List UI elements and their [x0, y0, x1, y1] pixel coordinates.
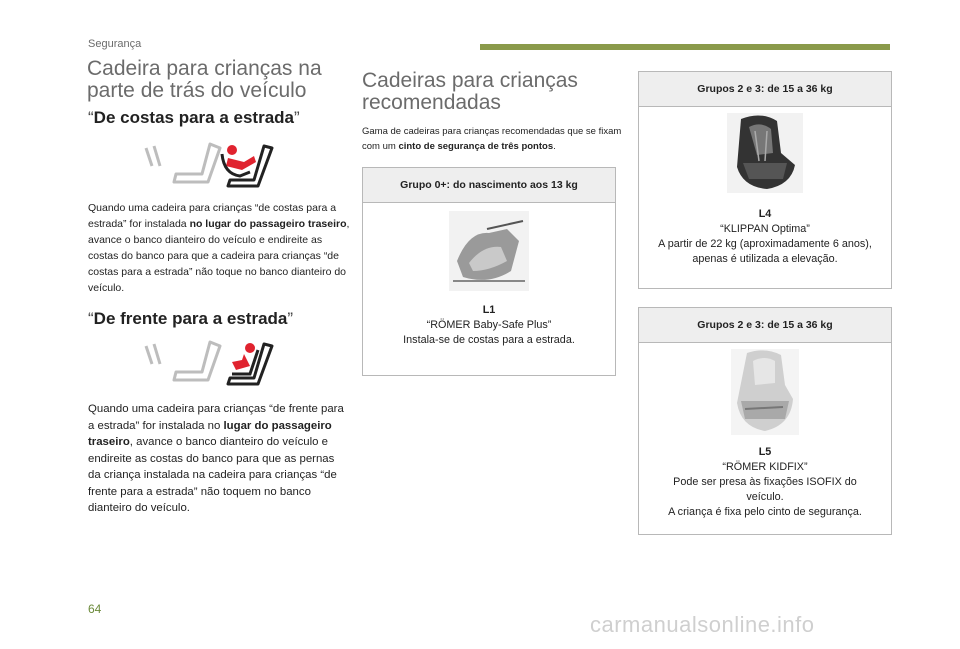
paragraph-text: , avance o banco dianteiro do veículo e endireite as costas do banco para que a cadeira para crianças “de costas para a estrada” não toque no banco dianteiro do veículo.	[88, 218, 350, 294]
seat-note: apenas é utilizada a elevação.	[692, 253, 838, 265]
page-title: Cadeira para crianças na parte de trás do veículo	[87, 57, 322, 102]
card-group-header: Grupo 0+: do nascimento aos 13 kg	[363, 168, 615, 203]
section-accent-bar	[480, 44, 890, 50]
rear-facing-child-seat-icon	[138, 140, 278, 188]
forward-facing-heading-text: De frente para a estrada	[93, 309, 288, 328]
open-quote: “	[88, 108, 94, 127]
seat-name: “KLIPPAN Optima”	[720, 223, 810, 235]
recommended-seats-intro	[362, 124, 622, 154]
seat-name: “RÖMER Baby-Safe Plus”	[426, 319, 552, 331]
paragraph-emphasis: lugar do passageiro traseiro	[88, 419, 332, 448]
intro-emphasis: cinto de segurança de três pontos	[398, 141, 554, 152]
card-group-header: Grupos 2 e 3: de 15 a 36 kg	[639, 72, 891, 107]
seat-note: veículo.	[746, 491, 784, 503]
paragraph-text: Quando uma cadeira para crianças “de frente para a estrada” for instalada no	[88, 403, 344, 432]
seat-note: A partir de 22 kg (aproximadamente 6 anos),	[658, 238, 872, 250]
seat-note: A criança é fixa pelo cinto de segurança.	[668, 506, 862, 518]
intro-text: Gama de cadeiras para crianças recomendadas que se fixam com um	[362, 126, 622, 152]
recommended-seats-title: Cadeiras para crianças recomendadas	[362, 69, 578, 114]
forward-facing-paragraph	[88, 401, 350, 517]
paragraph-text: Quando uma cadeira para crianças “de costas para a estrada” for instalada	[88, 202, 337, 230]
forward-facing-heading	[88, 309, 293, 329]
klippan-seat-image	[727, 113, 803, 193]
card-group-header: Grupos 2 e 3: de 15 a 36 kg	[639, 308, 891, 343]
section-label: Segurança	[88, 38, 142, 50]
rear-facing-paragraph	[88, 200, 350, 296]
baby-seat-image	[449, 211, 529, 291]
kidfix-seat-image	[731, 349, 799, 435]
watermark-text: carmanualsonline.info	[590, 612, 815, 637]
rear-facing-heading-text: De costas para a estrada	[93, 108, 295, 127]
seat-note: Instala-se de costas para a estrada.	[403, 334, 575, 346]
card-body	[639, 113, 891, 267]
seat-code: L1	[482, 304, 496, 316]
seat-note: Pode ser presa às fixações ISOFIX do	[673, 476, 857, 488]
child-seat-card-l4	[638, 71, 892, 289]
child-seat-card-l1	[362, 167, 616, 376]
seat-name: “RÖMER KIDFIX”	[722, 461, 808, 473]
card-body	[363, 211, 615, 348]
card-body	[639, 349, 891, 520]
paragraph-emphasis: no lugar do passageiro traseiro	[189, 218, 347, 230]
child-seat-card-l5	[638, 307, 892, 535]
rear-facing-heading	[88, 108, 300, 128]
forward-facing-child-seat-icon	[138, 338, 278, 386]
close-quote: ”	[287, 309, 294, 328]
seat-code: L5	[758, 446, 772, 458]
intro-text-end: .	[553, 141, 556, 152]
page-number: 64	[88, 602, 102, 616]
seat-code: L4	[758, 208, 772, 220]
paragraph-text: , avance o banco dianteiro do veículo e endireite as costas do banco para que as pernas da criança instalada na cadeira para crianças “de frente para a estrada” não toquem no banco dianteiro do veículo.	[88, 436, 337, 514]
open-quote: “	[88, 309, 94, 328]
close-quote: ”	[294, 108, 300, 127]
